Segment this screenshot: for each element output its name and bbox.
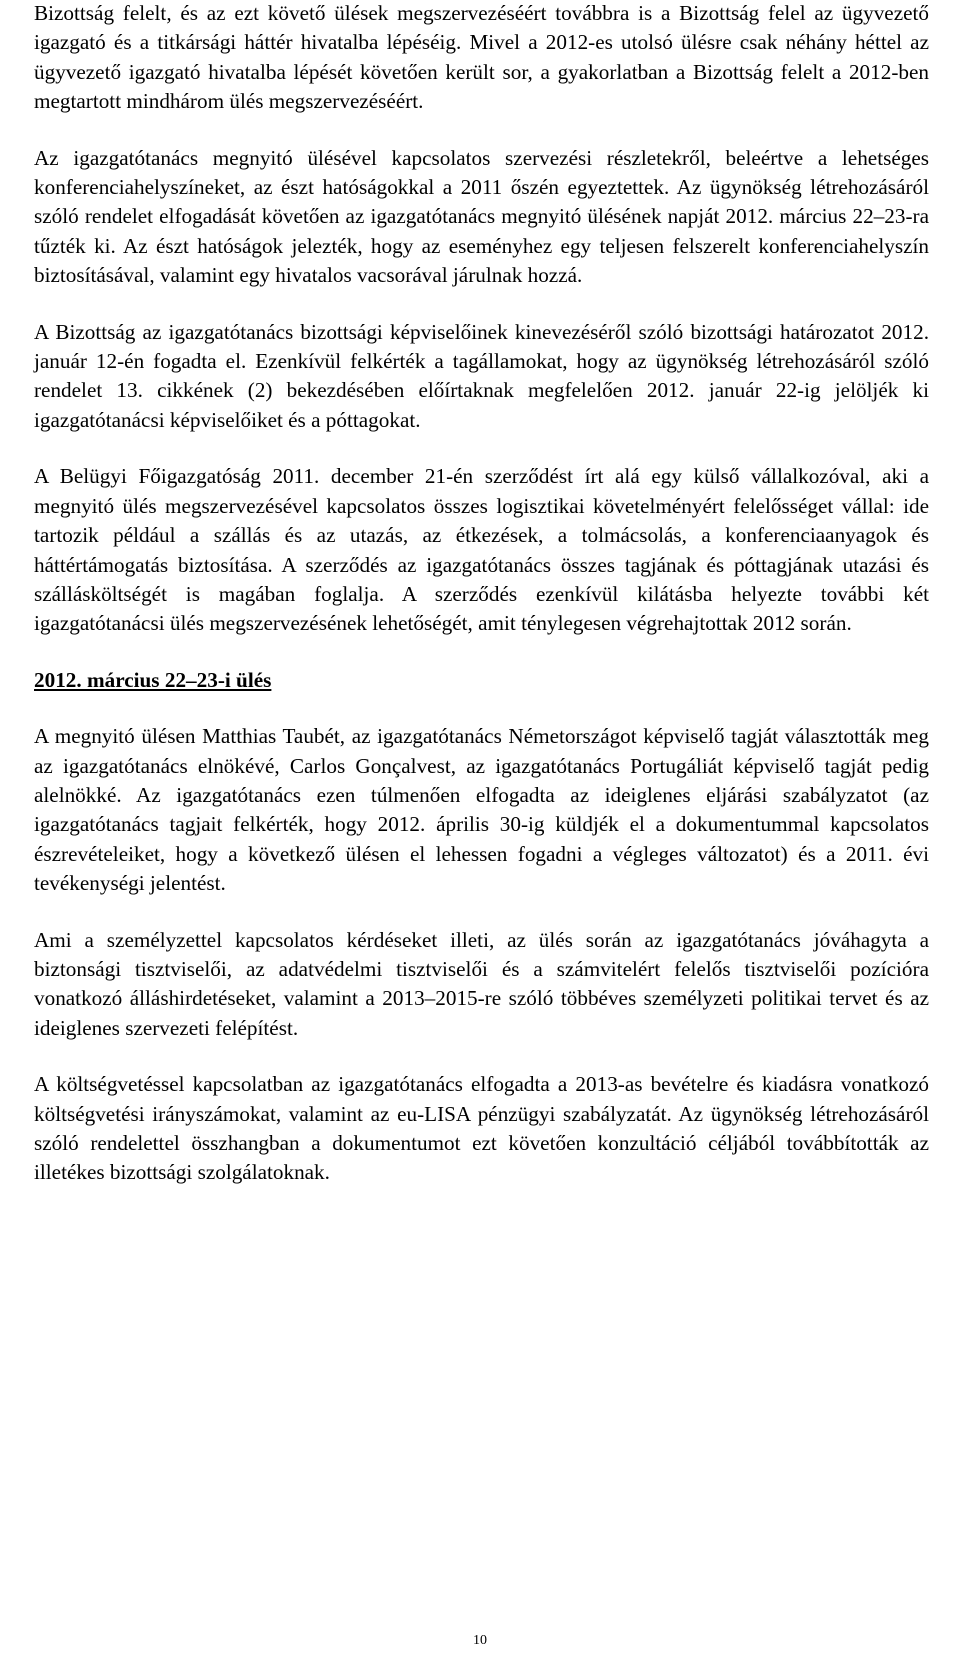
paragraph-contractor: A Belügyi Főigazgatóság 2011. december 21-én szerződést írt alá egy külső vállalkozóval, aki a megnyitó ülés megszervezésével kapcsolatos összes logisztikai követelményért felelősséget vállal: ide tartozik például a szállás és az utazás, az étkezések, a tolmácsolás, a konferenciaanyagok és háttértámogatás biztosítása. A szerződés az igazgatótanács összes tagjának és póttagjának utazási és szállásköltségét is magában foglalja. A szerződés ezenkívül kilátásba helyezte további két igazgatótanácsi ülés megszervezésének lehetőségét, amit ténylegesen végrehajtottak 2012 során. — [34, 464, 929, 636]
document-page — [34, 0, 929, 1188]
section-heading: 2012. március 22–23-i ülés — [34, 667, 272, 692]
paragraph-board-representatives: A Bizottság az igazgatótanács bizottsági képviselőinek kinevezéséről szóló bizottsági határozatot 2012. január 12-én fogadta el. Ezenkívül felkérték a tagállamokat, hogy az ügynökség létrehozásáról szóló rendelet 13. cikkének (2) bekezdésében előírtaknak megfelelően 2012. január 22-ig jelöljék ki igazgatótanácsi képviselőiket és a póttagokat. — [34, 319, 929, 432]
paragraph-committee-responsibility: Bizottság felelt, és az ezt követő ülések megszervezéséért továbbra is a Bizottság felel az ügyvezető igazgató és a titkársági háttér hivatalba lépéséig. Mivel a 2012-es utolsó ülésre csak néhány héttel az ügyvezető igazgató hivatalba lépését követően került sor, a gyakorlatban a Bizottság felelt a 2012-ben megtartott mindhárom ülés megszervezéséért. — [34, 1, 929, 114]
page-number: 10 — [473, 1633, 487, 1648]
paragraph-opening-meeting-organisation: Az igazgatótanács megnyitó ülésével kapcsolatos szervezési részletekről, beleértve a lehetséges konferenciahelyszíneket, az észt hatóságokkal a 2011 őszén egyeztettek. Az ügynökség létrehozásáról szóló rendelet elfogadását követően az igazgatótanács megnyitó ülésének napját 2012. március 22–23-ra tűzték ki. Az észt hatóságok jelezték, hogy az eseményhez egy teljesen felszerelt konferenciahelyszín biztosításával, valamint egy hivatalos vacsorával járulnak hozzá. — [34, 145, 929, 288]
paragraph-chair-election: A megnyitó ülésen Matthias Taubét, az igazgatótanács Németországot képviselő tagját választották meg az igazgatótanács elnökévé, Carlos Gonçalvest, az igazgatótanács Portugáliát képviselő tagját pedig alelnökké. Az igazgatótanács ezen túlmenően elfogadta az ideiglenes eljárási szabályzatot (az igazgatótanács tagjait felkérték, hogy 2012. április 30-ig küldjék el a dokumentummal kapcsolatos észrevételeiket, hogy a következő ülésen el lehessen fogadni a végleges változatot) és a 2011. évi tevékenységi jelentést. — [34, 724, 929, 896]
paragraph-staff-matters: Ami a személyzettel kapcsolatos kérdéseket illeti, az ülés során az igazgatótanács jóváhagyta a biztonsági tisztviselői, az adatvédelmi tisztviselői és a számvitelért felelős tisztviselői pozícióra vonatkozó álláshirdetéseket, valamint a 2013–2015-re szóló többéves személyzeti politikai tervet és az ideiglenes szervezeti felépítést. — [34, 927, 929, 1040]
paragraph-budget: A költségvetéssel kapcsolatban az igazgatótanács elfogadta a 2013-as bevételre és kiadásra vonatkozó költségvetési irányszámokat, valamint az eu-LISA pénzügyi szabályzatát. Az ügynökség létrehozásáról szóló rendelettel összhangban a dokumentumot ezt követően konzultáció céljából továbbították az illetékes bizottsági szolgálatoknak. — [34, 1072, 929, 1185]
